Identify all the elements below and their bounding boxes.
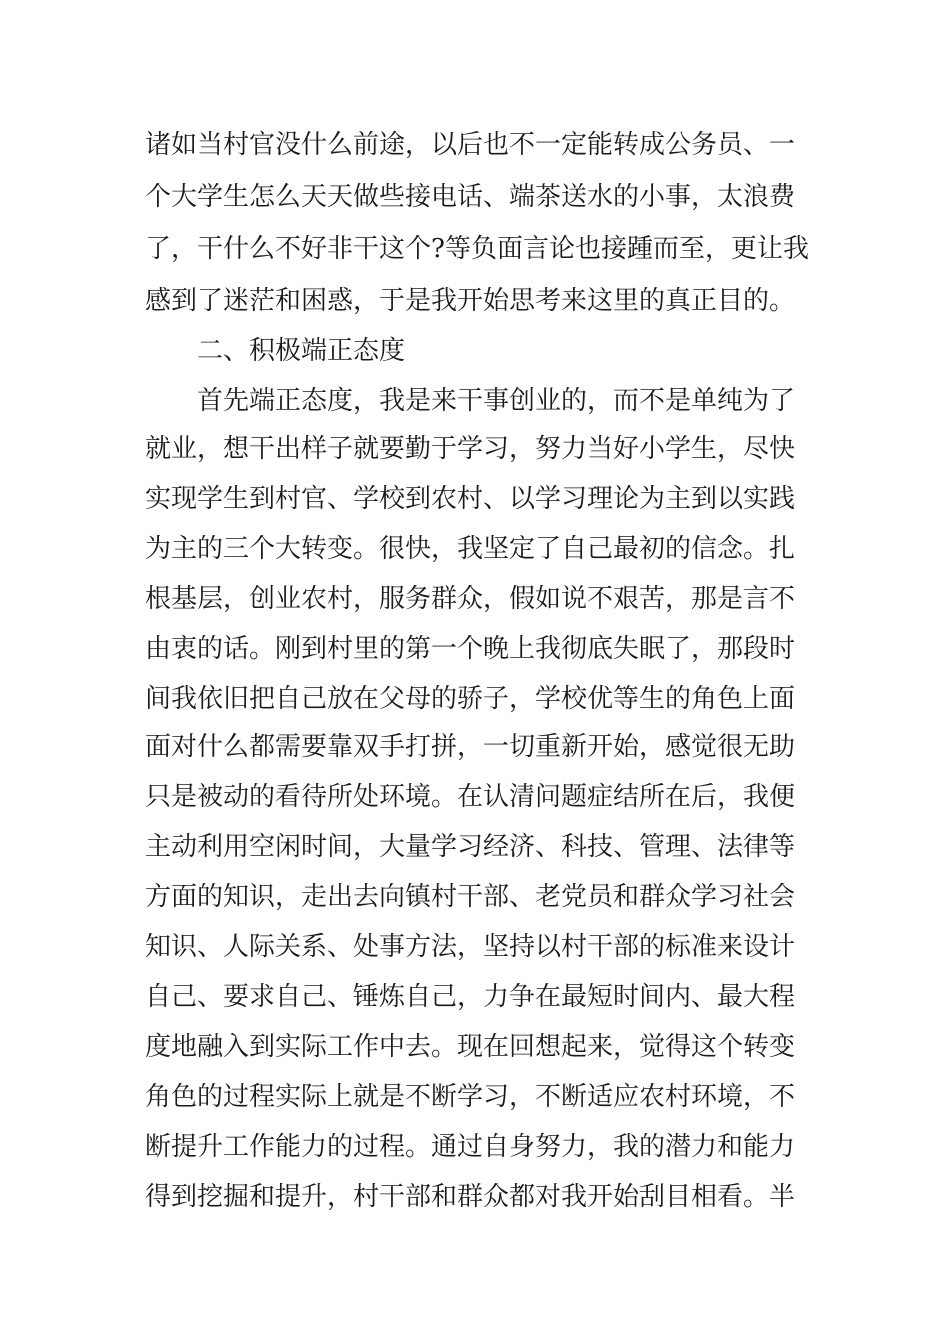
text-line: 就业，想干出样子就要勤于学习，努力当好小学生，尽快 bbox=[145, 434, 796, 464]
text-line: 只是被动的看待所处环境。在认清问题症结所在后，我便 bbox=[145, 782, 796, 812]
text-line: 方面的知识，走出去向镇村干部、老党员和群众学习社会 bbox=[145, 882, 796, 912]
text-line: 面对什么都需要靠双手打拼，一切重新开始，感觉很无助 bbox=[145, 732, 796, 762]
text-line: 根基层，创业农村，服务群众，假如说不艰苦，那是言不 bbox=[145, 584, 796, 614]
text-line: 诸如当村官没什么前途，以后也不一定能转成公务员、一 bbox=[145, 130, 796, 160]
section-heading: 二、积极端正态度 bbox=[197, 336, 406, 366]
text-line: 为主的三个大转变。很快，我坚定了自己最初的信念。扎 bbox=[145, 534, 796, 564]
text-line: 自己、要求自己、锤炼自己，力争在最短时间内、最大程 bbox=[145, 982, 796, 1012]
text-line: 个大学生怎么天天做些接电话、端茶送水的小事，太浪费 bbox=[145, 182, 796, 212]
text-line: 断提升工作能力的过程。通过自身努力，我的潜力和能力 bbox=[145, 1132, 796, 1162]
text-line: 感到了迷茫和困惑，于是我开始思考来这里的真正目的。 bbox=[145, 286, 796, 316]
text-line: 由衷的话。刚到村里的第一个晚上我彻底失眠了，那段时 bbox=[145, 634, 796, 664]
text-line: 得到挖掘和提升，村干部和群众都对我开始刮目相看。半 bbox=[145, 1182, 796, 1212]
text-line: 主动利用空闲时间，大量学习经济、科技、管理、法律等 bbox=[145, 832, 796, 862]
text-line: 度地融入到实际工作中去。现在回想起来，觉得这个转变 bbox=[145, 1032, 796, 1062]
text-line: 知识、人际关系、处事方法，坚持以村干部的标准来设计 bbox=[145, 932, 796, 962]
text-line: 角色的过程实际上就是不断学习，不断适应农村环境，不 bbox=[145, 1082, 796, 1112]
text-line: 了，干什么不好非干这个?等负面言论也接踵而至，更让我 bbox=[145, 234, 809, 264]
text-line: 间我依旧把自己放在父母的骄子，学校优等生的角色上面 bbox=[145, 684, 796, 714]
text-line: 实现学生到村官、学校到农村、以学习理论为主到以实践 bbox=[145, 484, 796, 514]
text-line: 首先端正态度，我是来干事创业的，而不是单纯为了 bbox=[197, 386, 796, 416]
